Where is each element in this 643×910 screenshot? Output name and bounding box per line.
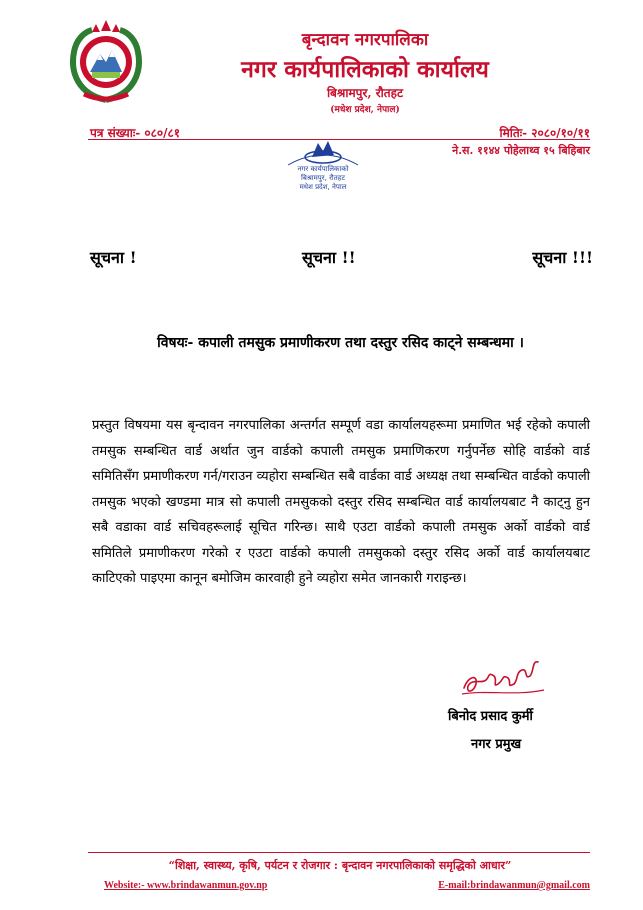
notice-heading-2: सूचना !! [302,248,356,267]
website-link[interactable]: Website:- www.brindawanmun.gov.np [104,880,268,891]
letter-body: प्रस्तुत विषयमा यस बृन्दावन नगरपालिका अन्तर्गत सम्पूर्ण वडा कार्यालयहरूमा प्रमाणित भई रहेको कपाली तमसुक सम्बन्धित वार्ड अर्थात जुन वार्डको कपाली तमसुक प्रमाणिकरण गर्नुपर्नेछ सोहि वार्डको वार्ड समितिसँग प्रमाणीकरण गर्न/गराउन व्यहोरा सम्बन्धित सबै वार्डका वार्ड अध्यक्ष तथा सम्बन्धित वार्डको कपाली तमसुक भएको खण्डमा मात्र सो कपाली तमसुकको दस्तुर रसिद सम्बन्धित वार्ड कार्यालयबाट नै काट्नु हुन सबै वडाका वार्ड सचिवहरूलाई सूचित गरिन्छ। साथै एउटा वार्डको कपाली तमसुक अर्को वार्डको वार्ड समितिले प्रमाणीकरण गरेको र एउटा वार्डको कपाली तमसुकको दस्तुर रसिद अर्को वार्ड कार्यालयबाट काटिएको पाइएमा कानून बमोजिम कारवाही हुने व्यहोरा समेत जानकारी गराइन्छ। [92,418,590,586]
svg-text:मधेश प्रदेश, नेपाल: मधेश प्रदेश, नेपाल [299,183,347,191]
handwritten-signature [458,650,548,700]
notice-heading-1: सूचना ! [90,248,137,267]
svg-text:बिश्रामपुर, रौतहट: बिश्रामपुर, रौतहट [301,174,345,182]
office-province: (मधेश प्रदेश, नेपाल) [330,105,400,115]
reference-number: पत्र संख्याः- ०८०/८१ [90,126,180,140]
nepal-emblem-icon [66,20,146,106]
office-stamp [282,135,364,195]
signatory-name: बिनोद प्रसाद कुर्मी [448,709,533,724]
footer-divider [88,852,590,853]
signatory-title: नगर प्रमुख [471,737,522,752]
notice-heading-3: सूचना !!! [532,248,593,267]
nepal-sambat-date: ने.स. ११४४ पोहेलाथ्व १५ बिहिबार [452,144,590,157]
office-name: नगर कार्यपालिकाको कार्यालय [241,56,489,83]
letter-subject: विषयः- कपाली तमसुक प्रमाणीकरण तथा दस्तुर रसिद काट्ने सम्बन्धमा । [157,335,524,351]
letter-date: मितिः- २०८०/१०/११ [499,126,590,140]
municipality-name: बृन्दावन नगरपालिका [301,30,429,50]
email-link[interactable]: E-mail:brindawanmun@gmail.com [438,880,590,891]
footer-slogan: “शिक्षा, स्वास्थ्य, कृषि, पर्यटन र रोजगार : बृन्दावन नगरपालिकाको समृद्धिको आधार” [168,859,512,872]
office-address: बिश्रामपुर, रौतहट [326,86,404,100]
svg-text:नगर कार्यपालिकाको: नगर कार्यपालिकाको [297,165,349,173]
